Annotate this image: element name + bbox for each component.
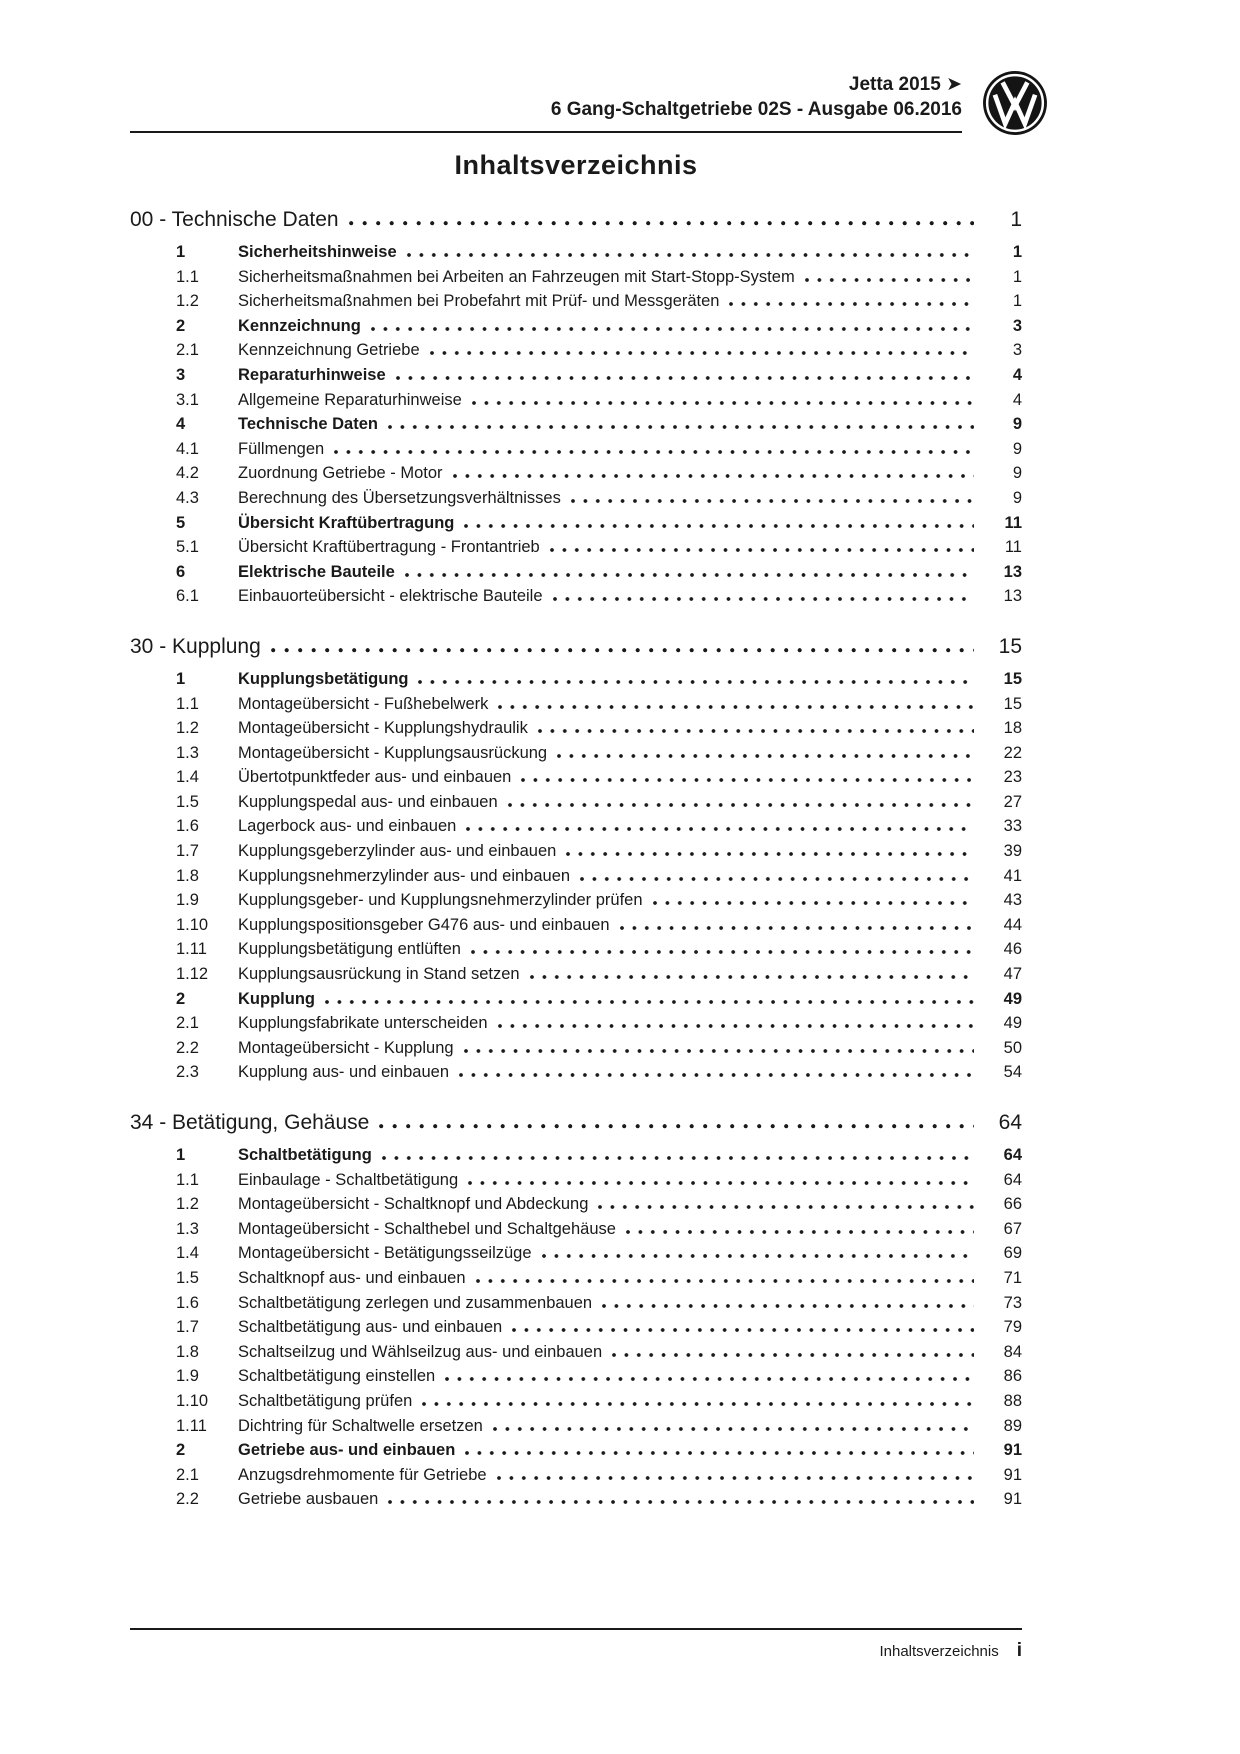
section-number: 6 xyxy=(176,562,186,581)
section-title: Übersicht Kraftübertragung xyxy=(238,513,455,532)
section-page-number: 43 xyxy=(1003,891,1022,910)
section-page-number: 54 xyxy=(1003,1063,1022,1082)
dot-leader xyxy=(407,253,974,257)
section-number: 1.6 xyxy=(176,817,199,836)
subsection-row xyxy=(130,265,1022,290)
subsection-row xyxy=(130,1315,1022,1340)
section-page-number: 66 xyxy=(1003,1195,1022,1214)
subsection-row xyxy=(130,1168,1022,1193)
subsection-row xyxy=(130,962,1022,987)
section-title: Reparaturhinweise xyxy=(238,365,386,384)
section-page-number: 64 xyxy=(1003,1170,1022,1189)
section-title: Montageübersicht - Kupplungshydraulik xyxy=(238,719,528,738)
subsection-row xyxy=(130,1060,1022,1085)
chapter-heading-row xyxy=(130,204,1022,236)
section-title: Schaltbetätigung xyxy=(238,1146,372,1164)
section-number: 1.10 xyxy=(176,1391,209,1410)
dot-leader xyxy=(498,705,974,709)
dot-leader xyxy=(602,1304,974,1308)
section-title: Kennzeichnung Getriebe xyxy=(238,341,420,360)
section-page-number: 50 xyxy=(1003,1038,1022,1057)
subsection-row xyxy=(130,437,1022,462)
section-title: Montageübersicht - Betätigungsseilzüge xyxy=(238,1244,532,1263)
section-number: 2.1 xyxy=(176,1465,199,1484)
dot-leader xyxy=(497,1476,974,1480)
section-page-number: 44 xyxy=(1003,915,1022,934)
section-number: 1.3 xyxy=(176,743,199,762)
subsection-row xyxy=(130,584,1022,609)
subsection-row xyxy=(130,1291,1022,1316)
section-number: 1.2 xyxy=(176,1195,199,1214)
section-number: 2.2 xyxy=(176,1038,199,1057)
dot-leader xyxy=(472,401,974,405)
section-number: 1.2 xyxy=(176,719,199,738)
section-number: 1.1 xyxy=(176,694,199,713)
dot-leader xyxy=(521,778,974,782)
section-page-number: 9 xyxy=(1012,464,1022,483)
chapter-page-number: 1 xyxy=(1010,208,1022,231)
section-title: Kupplungsausrückung in Stand setzen xyxy=(238,965,520,984)
dot-leader xyxy=(550,548,974,552)
dot-leader xyxy=(396,376,974,380)
section-number: 2.1 xyxy=(176,341,199,360)
section-page-number: 79 xyxy=(1003,1318,1022,1337)
section-title: Schaltseilzug und Wählseilzug aus- und einbauen xyxy=(238,1342,603,1361)
section-title: Kupplung aus- und einbauen xyxy=(238,1063,450,1082)
subsection-row xyxy=(130,765,1022,790)
subsection-row xyxy=(130,814,1022,839)
section-title: Kupplungsbetätigung entlüften xyxy=(238,940,461,959)
section-title: Schaltbetätigung prüfen xyxy=(238,1391,413,1410)
subsection-row xyxy=(130,1192,1022,1217)
dot-leader xyxy=(388,1500,974,1504)
section-row xyxy=(130,667,1022,692)
section-row xyxy=(130,240,1022,265)
section-page-number: 39 xyxy=(1003,842,1022,861)
dot-leader xyxy=(445,1377,974,1381)
section-page-number: 27 xyxy=(1003,792,1022,811)
section-number: 1.7 xyxy=(176,842,199,861)
section-number: 6.1 xyxy=(176,587,199,606)
subsection-row xyxy=(130,1011,1022,1036)
section-title: Montageübersicht - Schaltknopf und Abdeckung xyxy=(238,1195,589,1214)
section-number: 4 xyxy=(176,415,186,434)
dot-leader xyxy=(612,1353,974,1357)
dot-leader xyxy=(466,827,974,831)
subsection-row xyxy=(130,741,1022,766)
section-row xyxy=(130,314,1022,339)
dot-leader xyxy=(379,1124,974,1129)
header-model-line: Jetta 2015 ➤ xyxy=(848,74,962,95)
section-page-number: 84 xyxy=(1003,1342,1022,1361)
section-number: 2 xyxy=(176,989,186,1008)
chapter-page-number: 15 xyxy=(998,634,1022,658)
section-page-number: 9 xyxy=(1012,415,1022,434)
section-row xyxy=(130,1143,1022,1168)
section-page-number: 33 xyxy=(1003,817,1022,836)
subsection-row xyxy=(130,864,1022,889)
section-title: Getriebe ausbauen xyxy=(238,1490,379,1509)
section-page-number: 47 xyxy=(1003,965,1022,984)
dot-leader xyxy=(464,524,974,528)
section-page-number: 13 xyxy=(1003,587,1022,606)
dot-leader xyxy=(653,901,974,905)
section-number: 3 xyxy=(176,365,186,384)
chapter-heading-row xyxy=(130,1107,1022,1139)
dot-leader xyxy=(471,950,974,954)
section-page-number: 41 xyxy=(1003,866,1022,885)
section-title: Dichtring für Schaltwelle ersetzen xyxy=(238,1416,483,1435)
section-number: 5 xyxy=(176,513,186,532)
section-title: Montageübersicht - Fußhebelwerk xyxy=(238,694,489,713)
dot-leader xyxy=(598,1205,974,1209)
document-footer xyxy=(130,1628,1022,1662)
section-number: 1.1 xyxy=(176,1170,199,1189)
section-page-number: 15 xyxy=(1003,694,1022,713)
section-page-number: 91 xyxy=(1003,1441,1022,1460)
section-title: Berechnung des Übersetzungsverhältnisses xyxy=(238,488,561,507)
dot-leader xyxy=(493,1427,974,1431)
dot-leader xyxy=(325,1000,974,1004)
subsection-row xyxy=(130,913,1022,938)
section-number: 1.10 xyxy=(176,915,209,934)
section-number: 2.2 xyxy=(176,1490,199,1509)
chapter-heading-row xyxy=(130,631,1022,663)
subsection-row xyxy=(130,535,1022,560)
section-row xyxy=(130,363,1022,388)
subsection-row xyxy=(130,937,1022,962)
dot-leader xyxy=(349,221,974,226)
section-page-number: 49 xyxy=(1003,989,1022,1008)
section-number: 1.8 xyxy=(176,1342,199,1361)
section-number: 1.3 xyxy=(176,1219,199,1238)
subsection-row xyxy=(130,1364,1022,1389)
subsection-row xyxy=(130,790,1022,815)
section-title: Einbauorteübersicht - elektrische Bauteile xyxy=(238,587,543,606)
footer-label: Inhaltsverzeichnis xyxy=(879,1643,999,1660)
subsection-row xyxy=(130,1036,1022,1061)
dot-leader xyxy=(382,1156,974,1160)
subsection-row xyxy=(130,1266,1022,1291)
section-number: 1.7 xyxy=(176,1318,199,1337)
chapter-page-number: 64 xyxy=(998,1111,1022,1134)
section-page-number: 88 xyxy=(1003,1391,1022,1410)
section-number: 1.11 xyxy=(176,1416,207,1435)
section-row xyxy=(130,511,1022,536)
dot-leader xyxy=(498,1024,974,1028)
section-number: 2.1 xyxy=(176,1014,199,1033)
section-number: 1.9 xyxy=(176,891,199,910)
dot-leader xyxy=(422,1402,974,1406)
section-page-number: 4 xyxy=(1012,390,1022,409)
subsection-row xyxy=(130,461,1022,486)
dot-leader xyxy=(729,302,974,306)
section-page-number: 9 xyxy=(1012,488,1022,507)
section-row xyxy=(130,987,1022,1012)
section-title: Kupplungspositionsgeber G476 aus- und einbauen xyxy=(238,915,610,934)
subsection-row xyxy=(130,839,1022,864)
section-number: 1.2 xyxy=(176,292,199,311)
section-title: Elektrische Bauteile xyxy=(238,562,395,581)
subsection-row xyxy=(130,1241,1022,1266)
section-page-number: 1 xyxy=(1012,292,1022,311)
toc-chapter xyxy=(130,204,1022,609)
dot-leader xyxy=(566,852,974,856)
section-title: Allgemeine Reparaturhinweise xyxy=(238,390,462,409)
section-title: Übertotpunktfeder aus- und einbauen xyxy=(238,768,512,787)
section-page-number: 49 xyxy=(1003,1014,1022,1033)
dot-leader xyxy=(530,975,974,979)
section-number: 1.4 xyxy=(176,1244,199,1263)
dot-leader xyxy=(464,1049,974,1053)
section-number: 4.2 xyxy=(176,464,199,483)
section-title: Kupplungspedal aus- und einbauen xyxy=(238,792,498,811)
dot-leader xyxy=(553,597,974,601)
subsection-row xyxy=(130,1487,1022,1512)
dot-leader xyxy=(418,680,974,684)
section-title: Kupplungsgeberzylinder aus- und einbauen xyxy=(238,842,557,861)
subsection-row xyxy=(130,338,1022,363)
section-page-number: 4 xyxy=(1012,365,1022,384)
section-title: Montageübersicht - Kupplungsausrückung xyxy=(238,743,548,762)
dot-leader xyxy=(476,1279,974,1283)
footer-page-number: i xyxy=(1016,1640,1022,1661)
dot-leader xyxy=(430,351,974,355)
section-title: Montageübersicht - Kupplung xyxy=(238,1038,454,1057)
section-number: 1 xyxy=(176,243,186,261)
section-title: Technische Daten xyxy=(238,415,378,434)
chapter-label: 30 - Kupplung xyxy=(130,634,261,658)
section-title: Sicherheitsmaßnahmen bei Probefahrt mit Prüf- und Messgeräten xyxy=(238,292,720,311)
section-number: 1.12 xyxy=(176,965,209,984)
section-number: 1.8 xyxy=(176,866,199,885)
dot-leader xyxy=(620,926,974,930)
section-title: Kupplungsfabrikate unterscheiden xyxy=(238,1014,488,1033)
section-number: 1.1 xyxy=(176,267,199,286)
section-number: 4.3 xyxy=(176,488,199,507)
section-number: 1.6 xyxy=(176,1293,199,1312)
section-title: Kupplungsgeber- und Kupplungsnehmerzylinder prüfen xyxy=(238,891,643,910)
section-number: 3.1 xyxy=(176,390,199,409)
dot-leader xyxy=(542,1254,974,1258)
section-title: Getriebe aus- und einbauen xyxy=(238,1441,456,1460)
section-title: Zuordnung Getriebe - Motor xyxy=(238,464,443,483)
section-number: 2 xyxy=(176,316,186,335)
section-page-number: 91 xyxy=(1003,1465,1022,1484)
subsection-row xyxy=(130,1463,1022,1488)
dot-leader xyxy=(580,877,974,881)
section-title: Schaltknopf aus- und einbauen xyxy=(238,1268,466,1287)
subsection-row xyxy=(130,692,1022,717)
subsection-row xyxy=(130,1340,1022,1365)
section-row xyxy=(130,560,1022,585)
header-subtitle-line: 6 Gang-Schaltgetriebe 02S - Ausgabe 06.2016 xyxy=(550,99,962,120)
dot-leader xyxy=(468,1181,974,1185)
dot-leader xyxy=(626,1230,974,1234)
subsection-row xyxy=(130,1414,1022,1439)
dot-leader xyxy=(334,450,974,454)
section-page-number: 1 xyxy=(1012,243,1022,261)
section-number: 1 xyxy=(176,669,186,688)
dot-leader xyxy=(805,278,974,282)
dot-leader xyxy=(459,1073,974,1077)
section-title: Lagerbock aus- und einbauen xyxy=(238,817,457,836)
section-title: Montageübersicht - Schalthebel und Schaltgehäuse xyxy=(238,1219,616,1238)
section-page-number: 18 xyxy=(1003,719,1022,738)
section-page-number: 73 xyxy=(1003,1293,1022,1312)
section-page-number: 22 xyxy=(1003,743,1022,762)
section-number: 1.5 xyxy=(176,792,199,811)
section-title: Sicherheitshinweise xyxy=(238,243,397,261)
document-header xyxy=(130,72,962,133)
chapter-label: 34 - Betätigung, Gehäuse xyxy=(130,1111,370,1134)
subsection-row xyxy=(130,388,1022,413)
section-page-number: 11 xyxy=(1004,513,1022,532)
section-page-number: 23 xyxy=(1003,768,1022,787)
dot-leader xyxy=(538,729,974,733)
section-row xyxy=(130,412,1022,437)
section-number: 5.1 xyxy=(176,538,199,557)
dot-leader xyxy=(271,648,974,653)
dot-leader xyxy=(388,425,974,429)
section-page-number: 64 xyxy=(1003,1146,1022,1164)
section-page-number: 15 xyxy=(1003,669,1022,688)
subsection-row xyxy=(130,888,1022,913)
section-title: Anzugsdrehmomente für Getriebe xyxy=(238,1465,487,1484)
section-title: Schaltbetätigung zerlegen und zusammenbauen xyxy=(238,1293,593,1312)
dot-leader xyxy=(508,803,974,807)
dot-leader xyxy=(557,754,974,758)
dot-leader xyxy=(453,474,974,478)
section-number: 1.11 xyxy=(176,940,207,959)
section-page-number: 91 xyxy=(1003,1490,1022,1509)
section-page-number: 9 xyxy=(1012,439,1022,458)
dot-leader xyxy=(465,1451,974,1455)
section-number: 2 xyxy=(176,1441,186,1460)
section-title: Füllmengen xyxy=(238,439,325,458)
section-title: Sicherheitsmaßnahmen bei Arbeiten an Fahrzeugen mit Start-Stopp-System xyxy=(238,267,795,286)
vw-logo-icon xyxy=(982,70,1048,136)
page-title: Inhaltsverzeichnis xyxy=(454,150,698,180)
section-row xyxy=(130,1438,1022,1463)
chapter-label: 00 - Technische Daten xyxy=(130,208,339,231)
subsection-row xyxy=(130,486,1022,511)
section-page-number: 11 xyxy=(1004,538,1022,557)
section-page-number: 3 xyxy=(1012,341,1022,360)
subsection-row xyxy=(130,1217,1022,1242)
subsection-row xyxy=(130,716,1022,741)
section-page-number: 71 xyxy=(1003,1268,1022,1287)
section-number: 4.1 xyxy=(176,439,199,458)
dot-leader xyxy=(571,499,974,503)
toc-chapter xyxy=(130,1107,1022,1512)
section-number: 1.5 xyxy=(176,1268,199,1287)
section-page-number: 67 xyxy=(1003,1219,1022,1238)
dot-leader xyxy=(371,327,974,331)
section-number: 1 xyxy=(176,1146,186,1164)
dot-leader xyxy=(512,1328,974,1332)
section-title: Kupplungsnehmerzylinder aus- und einbauen xyxy=(238,866,571,885)
section-number: 1.9 xyxy=(176,1367,199,1386)
section-title: Einbaulage - Schaltbetätigung xyxy=(238,1170,459,1189)
section-title: Schaltbetätigung aus- und einbauen xyxy=(238,1318,503,1337)
section-title: Kupplung xyxy=(238,989,315,1008)
section-number: 2.3 xyxy=(176,1063,199,1082)
table-of-contents xyxy=(130,204,1022,1512)
section-page-number: 86 xyxy=(1003,1367,1022,1386)
subsection-row xyxy=(130,1389,1022,1414)
section-title: Kennzeichnung xyxy=(238,316,361,335)
dot-leader xyxy=(405,573,974,577)
section-page-number: 13 xyxy=(1003,562,1022,581)
section-number: 1.4 xyxy=(176,768,199,787)
toc-chapter xyxy=(130,631,1022,1085)
section-title: Übersicht Kraftübertragung - Frontantrieb xyxy=(238,538,540,557)
section-title: Schaltbetätigung einstellen xyxy=(238,1367,436,1386)
section-page-number: 69 xyxy=(1003,1244,1022,1263)
section-title: Kupplungsbetätigung xyxy=(238,669,409,688)
section-page-number: 89 xyxy=(1003,1416,1022,1435)
section-page-number: 46 xyxy=(1003,940,1022,959)
section-page-number: 3 xyxy=(1012,316,1022,335)
subsection-row xyxy=(130,289,1022,314)
section-page-number: 1 xyxy=(1012,267,1022,286)
